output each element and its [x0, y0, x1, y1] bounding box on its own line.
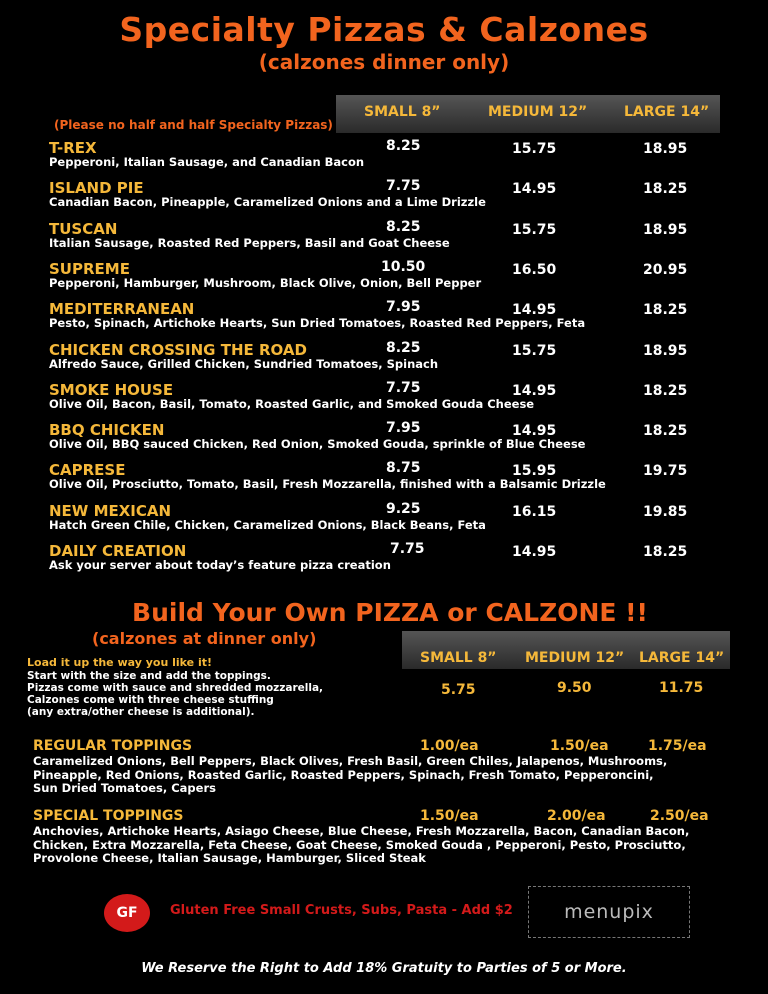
price-medium: 15.75: [512, 141, 557, 157]
byo-subtitle: (calzones at dinner only): [92, 629, 317, 648]
item-name: CHICKEN CROSSING THE ROAD: [49, 340, 307, 359]
item-name: MEDITERRANEAN: [49, 300, 195, 319]
special-toppings-list: [33, 825, 753, 866]
item-name: ISLAND PIE: [49, 179, 144, 198]
byo-price-medium: 9.50: [557, 680, 592, 696]
item-description: Olive Oil, BBQ sauced Chicken, Red Onion, Smoked Gouda, sprinkle of Blue Cheese: [49, 437, 586, 452]
specialty-subtitle: (calzones dinner only): [258, 50, 510, 74]
toppings-line: Provolone Cheese, Italian Sausage, Hamburger, Sliced Steak: [33, 851, 426, 865]
price-small: 7.75: [386, 379, 421, 396]
item-description: Pesto, Spinach, Artichoke Hearts, Sun Dried Tomatoes, Roasted Red Peppers, Feta: [49, 316, 586, 331]
regular-price-large: 1.75/ea: [648, 738, 707, 754]
item-name: SMOKE HOUSE: [49, 380, 174, 399]
price-medium: 15.75: [512, 221, 557, 238]
price-medium: 15.75: [512, 342, 557, 359]
watermark: menupix: [528, 886, 690, 938]
special-price-large: 2.50/ea: [650, 808, 709, 824]
item-name: SUPREME: [49, 259, 130, 278]
item-name: CAPRESE: [49, 461, 126, 480]
byo-info-line: Calzones come with three cheese stuffing: [27, 694, 274, 706]
byo-title: Build Your Own PIZZA or CALZONE !!: [132, 598, 648, 627]
item-description: Italian Sausage, Roasted Red Peppers, Basil and Goat Cheese: [49, 235, 450, 250]
specialty-title: Specialty Pizzas & Calzones: [119, 10, 649, 49]
gluten-free-text: Gluten Free Small Crusts, Subs, Pasta - Add $2: [170, 903, 513, 918]
price-medium: 14.95: [512, 423, 557, 440]
regular-price-small: 1.00/ea: [420, 738, 479, 754]
specialty-size-header: [336, 95, 720, 133]
price-medium: 15.95: [512, 463, 557, 480]
price-small: 8.25: [386, 138, 421, 154]
price-small: 10.50: [381, 258, 426, 275]
price-medium: 14.95: [512, 544, 557, 560]
item-name: TUSCAN: [49, 219, 118, 238]
item-description: Olive Oil, Bacon, Basil, Tomato, Roasted Garlic, and Smoked Gouda Cheese: [49, 396, 535, 411]
byo-info-line: Pizzas come with sauce and shredded mozzarella,: [27, 682, 324, 694]
price-large: 19.85: [643, 503, 688, 520]
price-small: 8.25: [386, 339, 421, 356]
item-description: Alfredo Sauce, Grilled Chicken, Sundried Tomatoes, Spinach: [49, 356, 439, 371]
half-and-half-note: (Please no half and half Specialty Pizzas): [54, 118, 333, 132]
price-large: 18.25: [643, 423, 688, 440]
item-name: T-REX: [49, 139, 97, 157]
byo-price-large: 11.75: [659, 680, 704, 696]
price-medium: 14.95: [512, 302, 557, 319]
price-medium: 14.95: [512, 382, 557, 399]
price-large: 18.25: [643, 302, 688, 319]
item-description: Pepperoni, Hamburger, Mushroom, Black Olive, Onion, Bell Pepper: [49, 275, 482, 290]
price-large: 18.95: [643, 141, 688, 157]
size-small-label: SMALL 8”: [364, 104, 441, 120]
price-large: 18.25: [643, 181, 688, 198]
item-description: Olive Oil, Prosciutto, Tomato, Basil, Fresh Mozzarella, finished with a Balsamic Drizzle: [49, 477, 606, 492]
special-price-medium: 2.00/ea: [547, 808, 606, 824]
toppings-line: Pineapple, Red Onions, Roasted Garlic, Roasted Peppers, Spinach, Fresh Tomato, Pepperoncini,: [33, 767, 654, 782]
special-price-small: 1.50/ea: [420, 808, 479, 824]
item-description: Hatch Green Chile, Chicken, Caramelized Onions, Black Beans, Feta: [49, 517, 486, 532]
item-description: Ask your server about today’s feature pizza creation: [49, 558, 391, 572]
item-name: BBQ CHICKEN: [49, 421, 165, 440]
byo-size-header: [402, 631, 730, 669]
price-small: 7.95: [386, 420, 421, 437]
byo-info-line: Start with the size and add the toppings.: [27, 670, 271, 682]
price-large: 18.95: [643, 221, 688, 238]
byo-size-small-label: SMALL 8”: [420, 650, 497, 666]
byo-info-line: (any extra/other cheese is additional).: [27, 706, 255, 718]
regular-toppings-list: [33, 755, 753, 796]
price-medium: 16.50: [512, 261, 557, 278]
regular-price-medium: 1.50/ea: [550, 738, 609, 754]
price-small: 7.75: [390, 541, 425, 557]
item-description: Pepperoni, Italian Sausage, and Canadian Bacon: [49, 155, 365, 169]
price-large: 20.95: [643, 261, 688, 278]
price-medium: 14.95: [512, 181, 557, 198]
size-large-label: LARGE 14”: [624, 104, 710, 120]
size-medium-label: MEDIUM 12”: [488, 104, 588, 120]
item-description: Canadian Bacon, Pineapple, Caramelized Onions and a Lime Drizzle: [49, 195, 486, 210]
price-large: 19.75: [643, 463, 688, 480]
toppings-line: Caramelized Onions, Bell Peppers, Black Olives, Fresh Basil, Green Chiles, Jalapenos, Mushrooms,: [33, 754, 668, 768]
toppings-line: Anchovies, Artichoke Hearts, Asiago Cheese, Blue Cheese, Fresh Mozzarella, Bacon, Canadian Bacon,: [33, 824, 690, 838]
toppings-line: Sun Dried Tomatoes, Capers: [33, 781, 216, 795]
item-name: DAILY CREATION: [49, 542, 187, 560]
price-small: 7.75: [386, 178, 421, 195]
gluten-free-badge: GF: [104, 894, 150, 932]
price-medium: 16.15: [512, 503, 557, 520]
byo-load-line: Load it up the way you like it!: [27, 656, 212, 669]
byo-size-medium-label: MEDIUM 12”: [525, 650, 625, 666]
regular-toppings-label: REGULAR TOPPINGS: [33, 738, 193, 754]
price-small: 8.75: [386, 460, 421, 477]
price-small: 9.25: [386, 500, 421, 517]
price-small: 8.25: [386, 218, 421, 235]
toppings-line: Chicken, Extra Mozzarella, Feta Cheese, Goat Cheese, Smoked Gouda , Pepperoni, Pesto, Prosciutto,: [33, 837, 686, 852]
price-large: 18.95: [643, 342, 688, 359]
byo-price-small: 5.75: [441, 682, 476, 698]
byo-size-large-label: LARGE 14”: [639, 650, 725, 666]
price-large: 18.25: [643, 382, 688, 399]
price-small: 7.95: [386, 299, 421, 316]
price-large: 18.25: [643, 544, 688, 560]
item-name: NEW MEXICAN: [49, 501, 172, 520]
special-toppings-label: SPECIAL TOPPINGS: [33, 808, 184, 824]
gratuity-footer: We Reserve the Right to Add 18% Gratuity to Parties of 5 or More.: [141, 961, 627, 976]
